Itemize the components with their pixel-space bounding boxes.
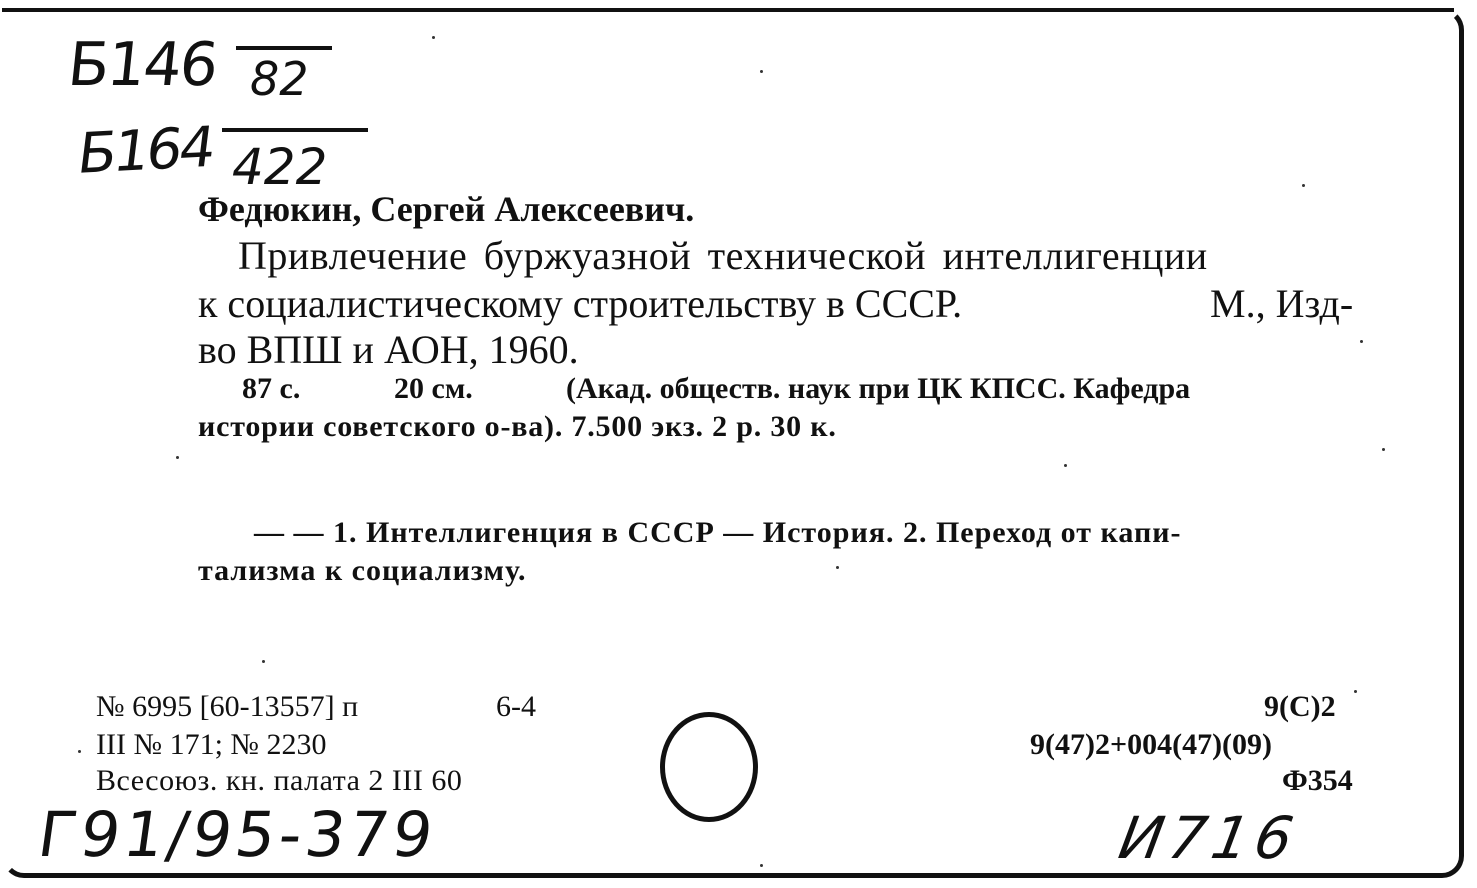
physical-pages: 87 с. [242, 372, 301, 405]
registry-line-2: III № 171; № 2230 [96, 728, 327, 761]
classification-line-3: Ф354 [1282, 764, 1353, 797]
subjects-line-2: тализма к социализму. [198, 554, 527, 587]
registry-line-3: Всесоюз. кн. палата 2 III 60 [96, 764, 463, 797]
speck [760, 70, 763, 73]
physical-series: (Акад. обществ. наук при ЦК КПСС. Кафедра [566, 372, 1191, 405]
title-line-3: во ВПШ и АОН, 1960. [198, 327, 579, 372]
physical-line-2: истории советского о-ва). 7.500 экз. 2 р. 30 к. [198, 410, 837, 443]
author-heading: Федюкин, Сергей Алексеевич. [198, 189, 695, 229]
shelfmark-code-1: Б146 [64, 30, 220, 100]
physical-size: 20 см. [394, 372, 473, 405]
shelfmark-code-2: Б164 [73, 115, 217, 187]
shelfmark-bar-1 [236, 46, 332, 50]
classification-line-2: 9(47)2+004(47)(09) [1030, 728, 1273, 761]
subjects-line-1: — — 1. Интеллигенция в СССР — История. 2. Переход от капи- [254, 516, 1182, 549]
speck [262, 660, 265, 663]
registry-line-1b: 6-4 [496, 690, 536, 723]
speck [1360, 340, 1363, 343]
speck [176, 456, 179, 459]
speck [78, 750, 81, 753]
handwritten-inventory-right: И716 [1114, 804, 1305, 872]
speck [1382, 448, 1385, 451]
speck [836, 566, 839, 569]
shelfmark-bar-2 [222, 128, 368, 132]
title-publisher: М., Изд- [1210, 281, 1354, 326]
speck [1064, 464, 1067, 467]
registry-line-1: № 6995 [60-13557] п [96, 690, 359, 723]
circle-stamp-mark [660, 712, 758, 822]
handwritten-inventory-left: Г91/95-379 [33, 798, 442, 871]
speck [1302, 184, 1305, 187]
title-line-2: к социалистическому строительству в СССР. [198, 281, 963, 326]
speck [760, 864, 763, 867]
speck [432, 36, 435, 39]
shelfmark-number-2: 422 [232, 138, 328, 196]
title-line-1: Привлечение буржуазной технической интеллигенции [238, 233, 1208, 278]
speck [1354, 690, 1357, 693]
classification-line-1: 9(С)2 [1264, 690, 1336, 723]
shelfmark-number-1: 82 [250, 52, 309, 106]
